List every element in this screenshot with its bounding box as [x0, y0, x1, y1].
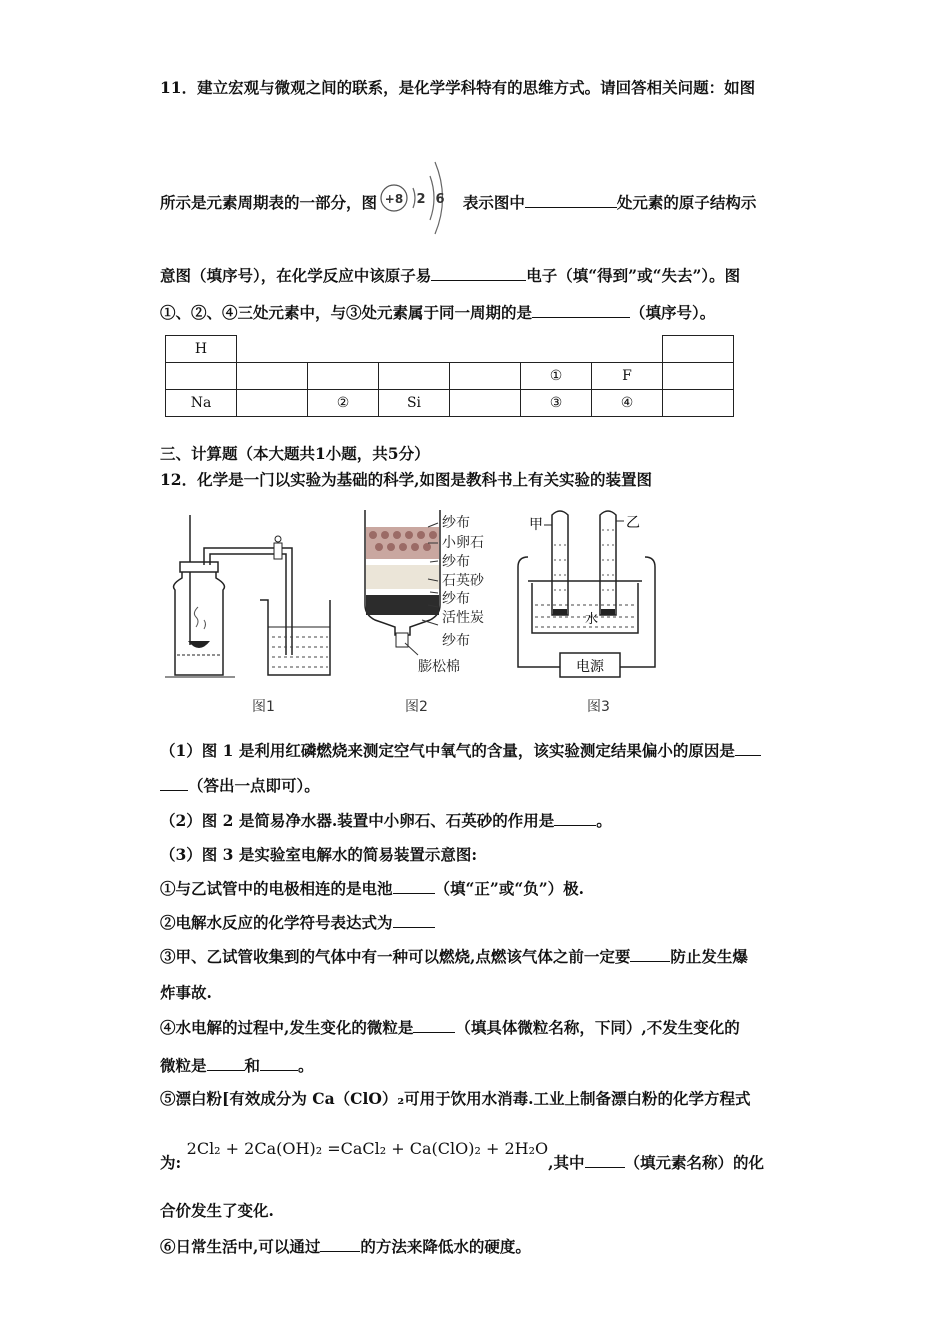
s1-b: （填“正”或“负”）极.	[434, 879, 585, 898]
p1-a: （1）图 1 是利用红磷燃烧来测定空气中氧气的含量，该实验测定结果偏小的原因是	[160, 741, 735, 760]
p3: （3）图 3 是实验室电解水的简易装置示意图:	[160, 845, 478, 864]
s5-eq-line	[160, 1139, 765, 1173]
cell-h: H	[166, 336, 237, 363]
atom-shell-2: 6	[435, 192, 445, 207]
s4-e: 。	[298, 1056, 314, 1075]
s4-cont	[160, 1055, 314, 1076]
s3-a: ③甲、乙试管收集到的气体中有一种可以燃烧,点燃该气体之前一定要	[160, 947, 631, 966]
s5: ⑤漂白粉[有效成分为 Ca（ClO）₂可用于饮用水消毒.工业上制备漂白粉的化学方程式	[160, 1089, 751, 1108]
s4	[160, 1017, 740, 1038]
cell-empty	[663, 336, 734, 363]
p2	[160, 810, 612, 831]
blank-11[interactable]	[260, 1055, 298, 1071]
q11-line3-a: 意图（填序号），在化学反应中该原子易	[160, 266, 432, 285]
s5-d: （填元素名称）的化	[624, 1153, 765, 1172]
atom-structure-icon	[380, 150, 455, 240]
s4-c: 微粒是	[160, 1056, 207, 1075]
p1-b: （答出一点即可）。	[188, 776, 320, 795]
blank-8[interactable]	[630, 946, 670, 962]
atom-nucleus: +8	[385, 192, 404, 206]
section-3-heading: 三、计算题（本大题共1小题，共5分）	[160, 444, 430, 463]
s3-cont: 炸事故.	[160, 983, 212, 1002]
fig2-label-5: 纱布	[442, 591, 470, 607]
blank-5[interactable]	[554, 810, 596, 826]
cell-2: ②	[308, 390, 379, 417]
fig3-water: 水	[585, 612, 599, 627]
fig2-water-filter	[365, 510, 485, 675]
blank-10[interactable]	[207, 1055, 245, 1071]
atom-shell-1: 2	[416, 192, 426, 207]
blank-4b[interactable]	[160, 775, 188, 791]
blank-2[interactable]	[431, 265, 526, 281]
fig3-electrolysis	[518, 511, 655, 677]
fig2-label-3: 纱布	[442, 554, 470, 570]
fig3-yi: 乙	[626, 515, 640, 531]
q12-intro: 12．化学是一门以实验为基础的科学,如图是教科书上有关实验的装置图	[160, 470, 652, 489]
fig3-jia: 甲	[529, 517, 543, 533]
s2-text: ②电解水反应的化学符号表达式为	[160, 913, 393, 932]
fig2-label: 图2	[405, 699, 428, 715]
blank-6[interactable]	[393, 878, 435, 894]
q11-line2-c: 处元素的原子结构示	[616, 193, 757, 212]
s3-b: 防止发生爆	[670, 947, 748, 966]
cell-f: F	[592, 363, 663, 390]
s4-d: 和	[244, 1056, 261, 1075]
s5-c: ,其中	[548, 1153, 585, 1172]
q11-line2	[160, 188, 756, 213]
p2-end: 。	[596, 811, 612, 830]
q11-line4-b: （填序号）。	[630, 303, 716, 322]
fig2-label-2: 小卵石	[442, 535, 484, 551]
s2	[160, 912, 435, 933]
fig1-apparatus	[165, 515, 330, 677]
p1-cont	[160, 775, 320, 796]
cell-4: ④	[592, 390, 663, 417]
s6-a: ⑥日常生活中,可以通过	[160, 1237, 321, 1256]
s1	[160, 878, 584, 899]
p1	[160, 740, 761, 761]
s5-b: 为:	[160, 1153, 182, 1172]
q11-line1: 11．建立宏观与微观之间的联系，是化学学科特有的思维方式。请回答相关问题：如图	[160, 78, 756, 97]
s3	[160, 946, 748, 967]
p2-text: （2）图 2 是简易净水器.装置中小卵石、石英砂的作用是	[160, 811, 555, 830]
blank-1[interactable]	[525, 192, 617, 208]
fig2-label-7: 纱布	[442, 633, 470, 649]
fig1-label: 图1	[252, 699, 275, 715]
fig2-label-1: 纱布	[442, 515, 470, 531]
blank-12[interactable]	[585, 1152, 625, 1168]
s1-a: ①与乙试管中的电极相连的是电池	[160, 879, 393, 898]
q11-line4-a: ①、②、④三处元素中，与③处元素属于同一周期的是	[160, 303, 533, 322]
atom-diagram	[382, 188, 457, 208]
s4-a: ④水电解的过程中,发生变化的微粒是	[160, 1018, 414, 1037]
cell-3: ③	[521, 390, 592, 417]
blank-4[interactable]	[735, 740, 761, 756]
q11-line3	[160, 265, 740, 286]
fig2-label-8: 膨松棉	[418, 659, 460, 675]
fig2-label-6: 活性炭	[442, 610, 484, 626]
fig3-power: 电源	[576, 659, 604, 675]
blank-3[interactable]	[532, 302, 630, 318]
s5-cont: 合价发生了变化.	[160, 1201, 274, 1220]
s6	[160, 1236, 531, 1257]
blank-9[interactable]	[413, 1017, 455, 1033]
q11-line2-a: 所示是元素周期表的一部分，图	[160, 193, 378, 212]
cell-na: Na	[166, 390, 237, 417]
fig3-label: 图3	[587, 699, 610, 715]
s6-b: 的方法来降低水的硬度。	[360, 1237, 531, 1256]
periodic-table	[165, 335, 734, 417]
experiment-figures	[160, 505, 680, 715]
fig2-label-4: 石英砂	[442, 573, 484, 589]
equation: 2Cl₂ + 2Ca(OH)₂ =CaCl₂ + Ca(ClO)₂ + 2H₂O	[186, 1139, 549, 1158]
q11-line4	[160, 302, 715, 323]
q11-line2-b: 表示图中	[462, 193, 525, 212]
s4-b: （填具体微粒名称，下同）,不发生变化的	[455, 1018, 740, 1037]
blank-7[interactable]	[393, 912, 435, 928]
blank-13[interactable]	[320, 1236, 360, 1252]
q11-line3-b: 电子（填“得到”或“失去”）。图	[526, 266, 741, 285]
cell-1: ①	[521, 363, 592, 390]
cell-si: Si	[379, 390, 450, 417]
